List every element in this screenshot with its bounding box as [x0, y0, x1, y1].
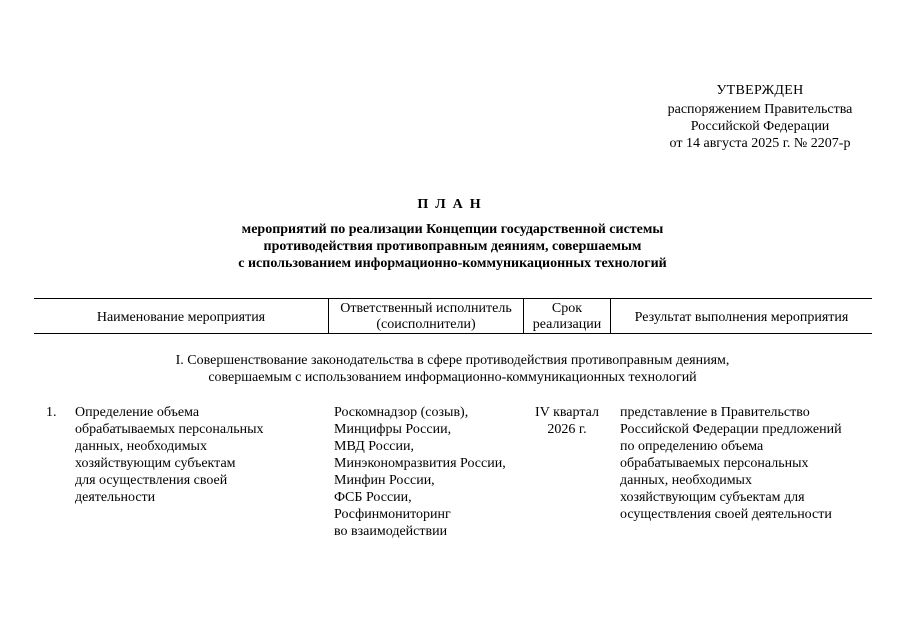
header-executor-line: (соисполнители): [376, 317, 476, 332]
plan-subtitle-line: противодействия противоправным деяниям, совершаемым: [263, 239, 642, 254]
row-name-line: деятельности: [75, 490, 156, 505]
row-executor-line: ФСБ России,: [334, 490, 412, 505]
row-executor-line: МВД России,: [334, 439, 415, 454]
row-result-line: обрабатываемых персональных: [620, 456, 809, 471]
header-name: Наименование мероприятия: [96, 310, 266, 325]
row-result-line: осуществления своей деятельности: [620, 507, 832, 522]
row-result-line: данных, необходимых: [620, 473, 752, 488]
table-top-border: [34, 298, 872, 299]
row-executor-line: Росфинмониторинг: [334, 507, 451, 522]
header-executor-line: Ответственный исполнитель: [340, 301, 512, 316]
header-term: [524, 301, 610, 333]
header-executor: [329, 301, 523, 333]
table-header-bottom-border: [34, 333, 872, 334]
header-term-line: реализации: [532, 317, 602, 332]
plan-subtitle-line: с использованием информационно-коммуникационных технологий: [238, 256, 667, 271]
row-result-line: по определению объема: [620, 439, 764, 454]
plan-subtitle: [0, 221, 905, 272]
approval-line: распоряжением Правительства: [667, 102, 853, 117]
row-number: 1.: [46, 405, 57, 420]
row-executor-line: Минэкономразвития России,: [334, 456, 506, 471]
approval-line: Российской Федерации: [690, 119, 830, 134]
row-result-line: Российской Федерации предложений: [620, 422, 842, 437]
row-name: [75, 404, 325, 506]
plan-subtitle-line: мероприятий по реализации Концепции государственной системы: [241, 222, 664, 237]
row-executor-line: во взаимодействии: [334, 524, 448, 539]
section-title-line: I. Совершенствование законодательства в сфере противодействия противоправным деяниям,: [175, 353, 730, 368]
section-title-line: совершаемым с использованием информационно-коммуникационных технологий: [208, 370, 697, 385]
header-result: Результат выполнения мероприятия: [634, 310, 849, 325]
row-result-line: представление в Правительство: [620, 405, 810, 420]
row-result: [620, 404, 880, 523]
row-term: [524, 404, 610, 438]
row-executor-line: Минфин России,: [334, 473, 435, 488]
row-result-line: хозяйствующим субъектам для: [620, 490, 805, 505]
row-name-line: данных, необходимых: [75, 439, 207, 454]
row-term-line: IV квартал: [535, 405, 599, 420]
approval-title: УТВЕРЖДЕН: [716, 83, 804, 98]
approval-block: [640, 82, 880, 152]
row-executor-line: Минцифры России,: [334, 422, 452, 437]
section-title: [0, 352, 905, 386]
row-term-line: 2026 г.: [547, 422, 587, 437]
row-name-line: для осуществления своей: [75, 473, 228, 488]
row-name-line: Определение объема: [75, 405, 200, 420]
row-name-line: хозяйствующим субъектам: [75, 456, 236, 471]
row-name-line: обрабатываемых персональных: [75, 422, 264, 437]
plan-title: ПЛАН: [417, 197, 488, 212]
row-executor: [334, 404, 524, 540]
approval-line: от 14 августа 2025 г. № 2207-р: [669, 136, 851, 151]
header-term-line: Срок: [551, 301, 583, 316]
row-executor-line: Роскомнадзор (созыв),: [334, 405, 469, 420]
